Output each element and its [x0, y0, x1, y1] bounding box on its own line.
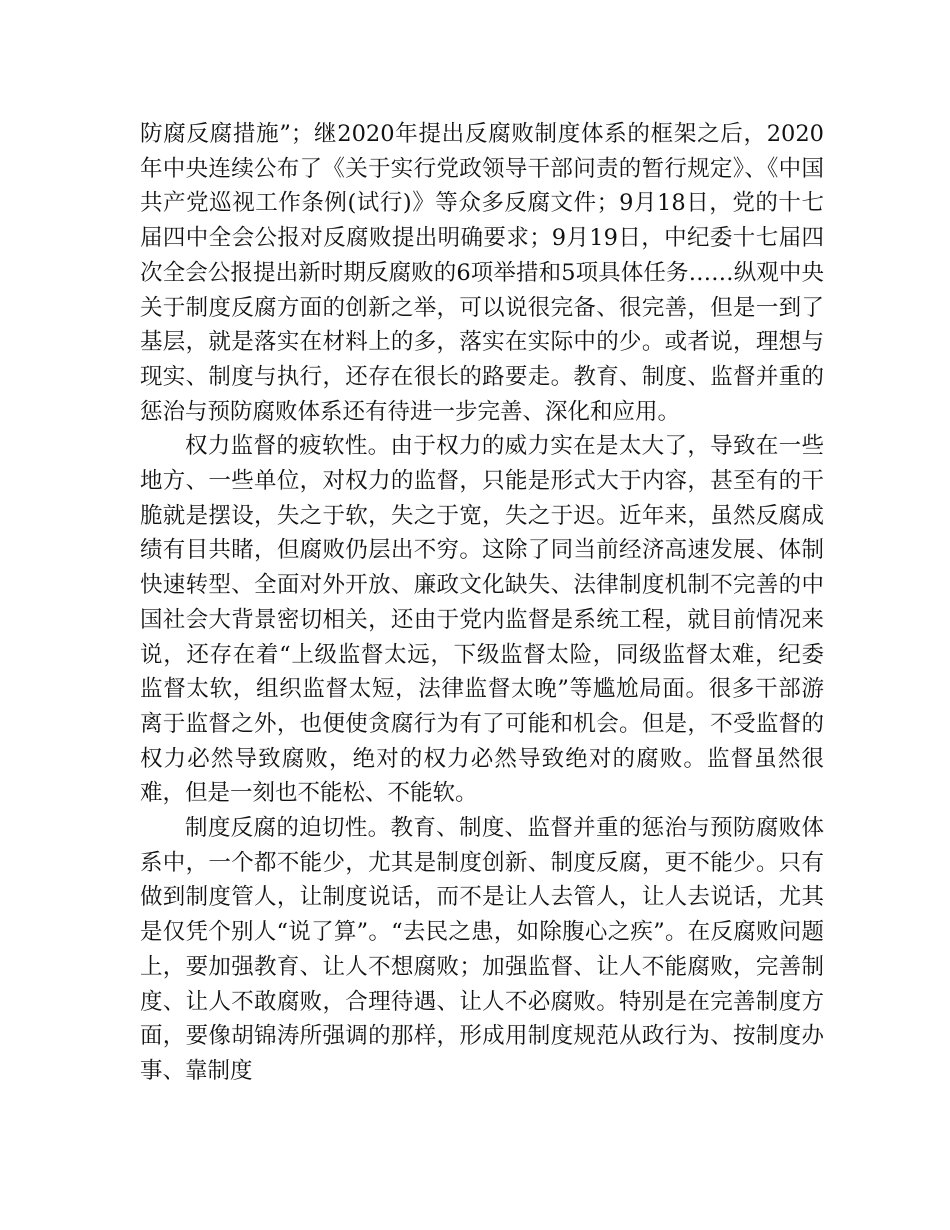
paragraph-power-supervision: 权力监督的疲软性。由于权力的威力实在是太大了，导致在一些地方、一些单位，对权力的监督，只能是形式大于内容，甚至有的干脆就是摆设，失之于软，失之于宽，失之于迟。近年来，虽然反腐成绩有目共睹，但腐败仍层出不穷。这除了同当前经济高速发展、体制快速转型、全面对外开放、廉政文化缺失、法律制度机制不完善的中国社会大背景密切相关，还由于党内监督是系统工程，就目前情况来说，还存在着“上级监督太远，下级监督太险，同级监督太难，纪委监督太软，组织监督太短，法律监督太晚”等尴尬局面。很多干部游离于监督之外，也便使贪腐行为有了可能和机会。但是，不受监督的权力必然导致腐败，绝对的权力必然导致绝对的腐败。监督虽然很难，但是一刻也不能松、不能软。	[140, 433, 824, 807]
paragraph-institutional-anti-corruption: 制度反腐的迫切性。教育、制度、监督并重的惩治与预防腐败体系中，一个都不能少，尤其是制度创新、制度反腐，更不能少。只有做到制度管人，让制度说话，而不是让人去管人，让人去说话，尤其是仅凭个别人“说了算”。“去民之患，如除腹心之疾”。在反腐败问题上，要加强教育、让人不想腐败；加强监督、让人不能腐败，完善制度、让人不敢腐败，合理待遇、让人不必腐败。特别是在完善制度方面，要像胡锦涛所强调的那样，形成用制度规范从政行为、按制度办事、靠制度	[140, 815, 824, 1084]
paragraph-anti-corruption-measures: 防腐反腐措施”；继2020年提出反腐败制度体系的框架之后，2020年中央连续公布了《关于实行党政领导干部问责的暂行规定》、《中国共产党巡视工作条例(试行)》等众多反腐文件；9月18日，党的十七届四中全会公报对反腐败提出明确要求；9月19日，中纪委十七届四次全会公报提出新时期反腐败的6项举措和5项具体任务……纵观中央关于制度反腐方面的创新之举，可以说很完备、很完善，但是一到了基层，就是落实在材料上的多，落实在实际中的少。或者说，理想与现实、制度与执行，还存在很长的路要走。教育、制度、监督并重的惩治与预防腐败体系还有待进一步完善、深化和应用。	[140, 121, 824, 425]
document-body	[140, 117, 824, 1089]
